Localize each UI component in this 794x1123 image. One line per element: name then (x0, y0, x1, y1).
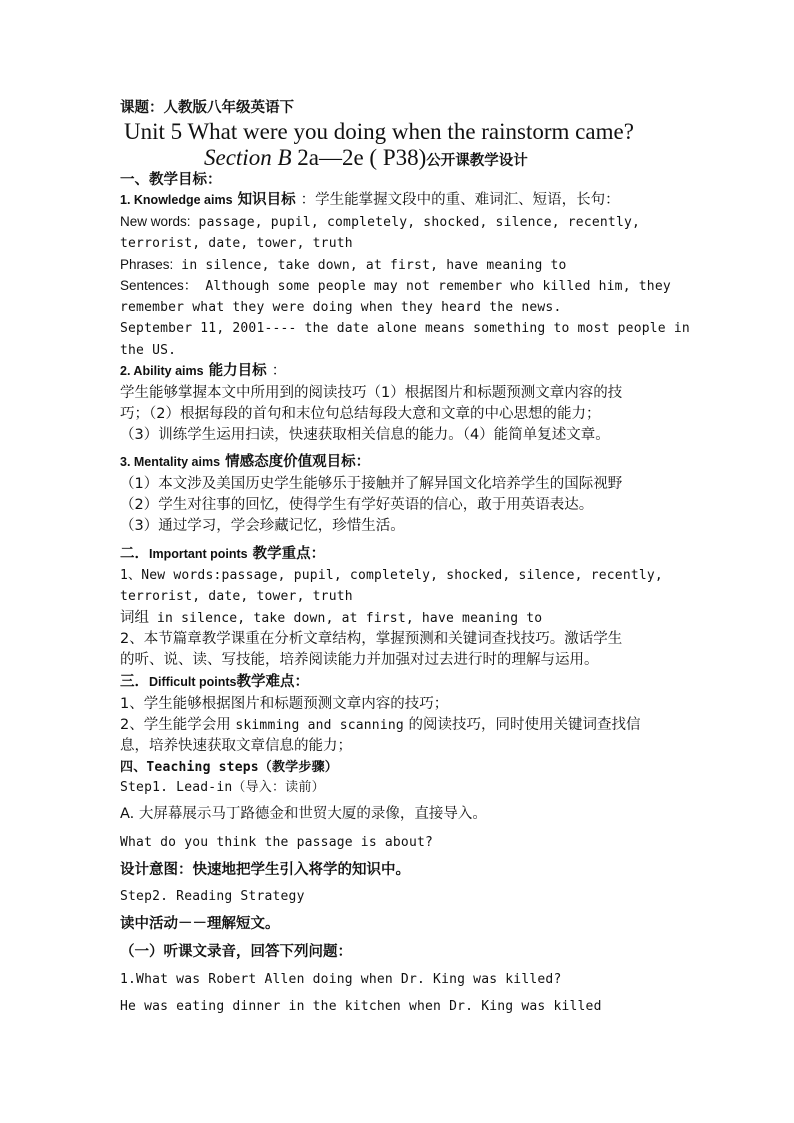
question-1: 1.What was Robert Allen doing when Dr. King was killed? (120, 972, 562, 987)
unit-title: Unit 5 What were you doing when the rainstorm came? (124, 119, 634, 144)
difficult-text-en: skimming and scanning (235, 718, 404, 733)
difficult-points-label: Difficult points (149, 675, 237, 689)
important-points-text-4: 2、本节篇章教学课重在分析文章结构，掌握预测和关键词查找技巧。激话学生 (120, 631, 623, 647)
step1-line: Step1. Lead-in（导入：读前） (120, 780, 325, 795)
sentence-text: Although some people may not remember who killed him, they (197, 279, 671, 294)
ability-aims-line (120, 361, 286, 381)
important-points-label: Important points (149, 547, 248, 561)
new-words-list-cont: terrorist, date, tower, truth (120, 236, 353, 251)
ability-aims-colon: ： (271, 363, 287, 379)
important-points-text-2: terrorist, date, tower, truth (120, 589, 353, 604)
important-points-label-cn: 教学重点： (247, 546, 326, 562)
step1-question: What do you think the passage is about? (120, 835, 434, 850)
knowledge-aims-label: 1. Knowledge aims (120, 193, 233, 207)
sentence-text-2-cont: the US. (120, 343, 177, 358)
important-points-heading (120, 544, 325, 564)
ability-aims-text-3: （3）训练学生运用扫读，快速获取相关信息的能力。（4）能简单复述文章。 (120, 427, 610, 443)
listening-task: （一）听课文录音，回答下列问题： (120, 944, 352, 960)
phrases-cn-list: in silence, take down, at first, have meaning to (149, 611, 543, 626)
important-points-num: 二． (120, 546, 149, 562)
section-label: Section B (204, 145, 292, 170)
new-words-line (120, 212, 640, 233)
important-points-text-3 (120, 608, 542, 629)
new-words-list: passage, pupil, completely, shocked, silence, recently, (190, 215, 641, 230)
new-words-label: New words: (120, 214, 191, 229)
design-intent: 设计意图：快速地把学生引入将学的知识中。 (120, 862, 410, 878)
sentences-line (120, 276, 671, 297)
mentality-aims-text-2: （2）学生对往事的回忆，使得学生有学好英语的信心，敢于用英语表达。 (120, 497, 594, 513)
mentality-aims-text-1: （1）本文涉及美国历史学生能够乐于接触并了解异国文化培养学生的国际视野 (120, 476, 623, 492)
ability-aims-text-2: 巧；（2）根据每段的首句和末位句总结每段大意和文章的中心思想的能力； (120, 406, 601, 422)
difficult-points-heading (120, 672, 309, 692)
sentence-text-cont: remember what they were doing when they heard the news. (120, 300, 562, 315)
knowledge-aims-desc: ：学生能掌握文段中的重、难词汇、短语，长句： (300, 192, 620, 208)
reading-activity: 读中活动－－理解短文。 (120, 916, 280, 932)
difficult-points-text-3: 息，培养快速获取文章信息的能力； (120, 738, 352, 754)
difficult-points-label-cn: 教学难点： (236, 674, 309, 690)
course-title: 课题：人教版八年级英语下 (120, 100, 294, 116)
section-title (204, 144, 528, 175)
ability-aims-label: 2. Ability aims (120, 364, 204, 378)
phrases-label: Phrases: (120, 257, 174, 272)
knowledge-aims-line (120, 190, 620, 210)
section-pages: 2a—2e ( P38) (291, 145, 427, 170)
answer-1: He was eating dinner in the kitchen when Dr. King was killed (120, 999, 602, 1014)
teaching-steps-label: 四、Teaching steps（教学步骤） (120, 760, 338, 775)
difficult-points-text-2 (120, 715, 641, 736)
difficult-points-text-1: 1、学生能够根据图片和标题预测文章内容的技巧； (120, 696, 449, 712)
objectives-heading: 一、教学目标： (120, 172, 222, 188)
phrases-cn-label: 词组 (120, 610, 149, 626)
difficult-text-b: 的阅读技巧，同时使用关键词查找信 (403, 717, 641, 733)
phrases-list: in silence, take down, at first, have meaning to (173, 258, 567, 273)
ability-aims-text-1: 学生能够掌握本文中所用到的阅读技巧（1）根据图片和标题预测文章内容的技 (120, 385, 623, 401)
teaching-steps-heading (120, 757, 338, 778)
sentences-label: Sentences： (120, 278, 198, 293)
important-points-text-5: 的听、说、读、写技能，培养阅读能力并加强对过去进行时的理解与运用。 (120, 652, 599, 668)
phrases-line (120, 255, 567, 276)
mentality-aims-label: 3. Mentality aims (120, 455, 221, 469)
step1-item-a: A. 大屏幕展示马丁路德金和世贸大厦的录像，直接导入。 (120, 806, 487, 822)
important-points-text-1: 1、New words:passage, pupil, completely, shocked, silence, recently, (120, 568, 663, 583)
difficult-text-a: 2、学生能学会用 (120, 717, 236, 733)
mentality-aims-text-3: （3）通过学习，学会珍藏记忆，珍惜生活。 (120, 518, 405, 534)
difficult-points-num: 三． (120, 674, 149, 690)
knowledge-aims-label-cn: 知识目标 (232, 192, 301, 208)
mentality-aims-line (120, 452, 370, 472)
section-suffix: 公开课教学设计 (426, 153, 528, 169)
mentality-aims-label-cn: 情感态度价值观目标： (220, 454, 371, 470)
step2-line: Step2. Reading Strategy (120, 889, 305, 904)
sentence-text-2: September 11, 2001---- the date alone means something to most people in (120, 321, 690, 336)
ability-aims-label-cn: 能力目标 (203, 363, 272, 379)
